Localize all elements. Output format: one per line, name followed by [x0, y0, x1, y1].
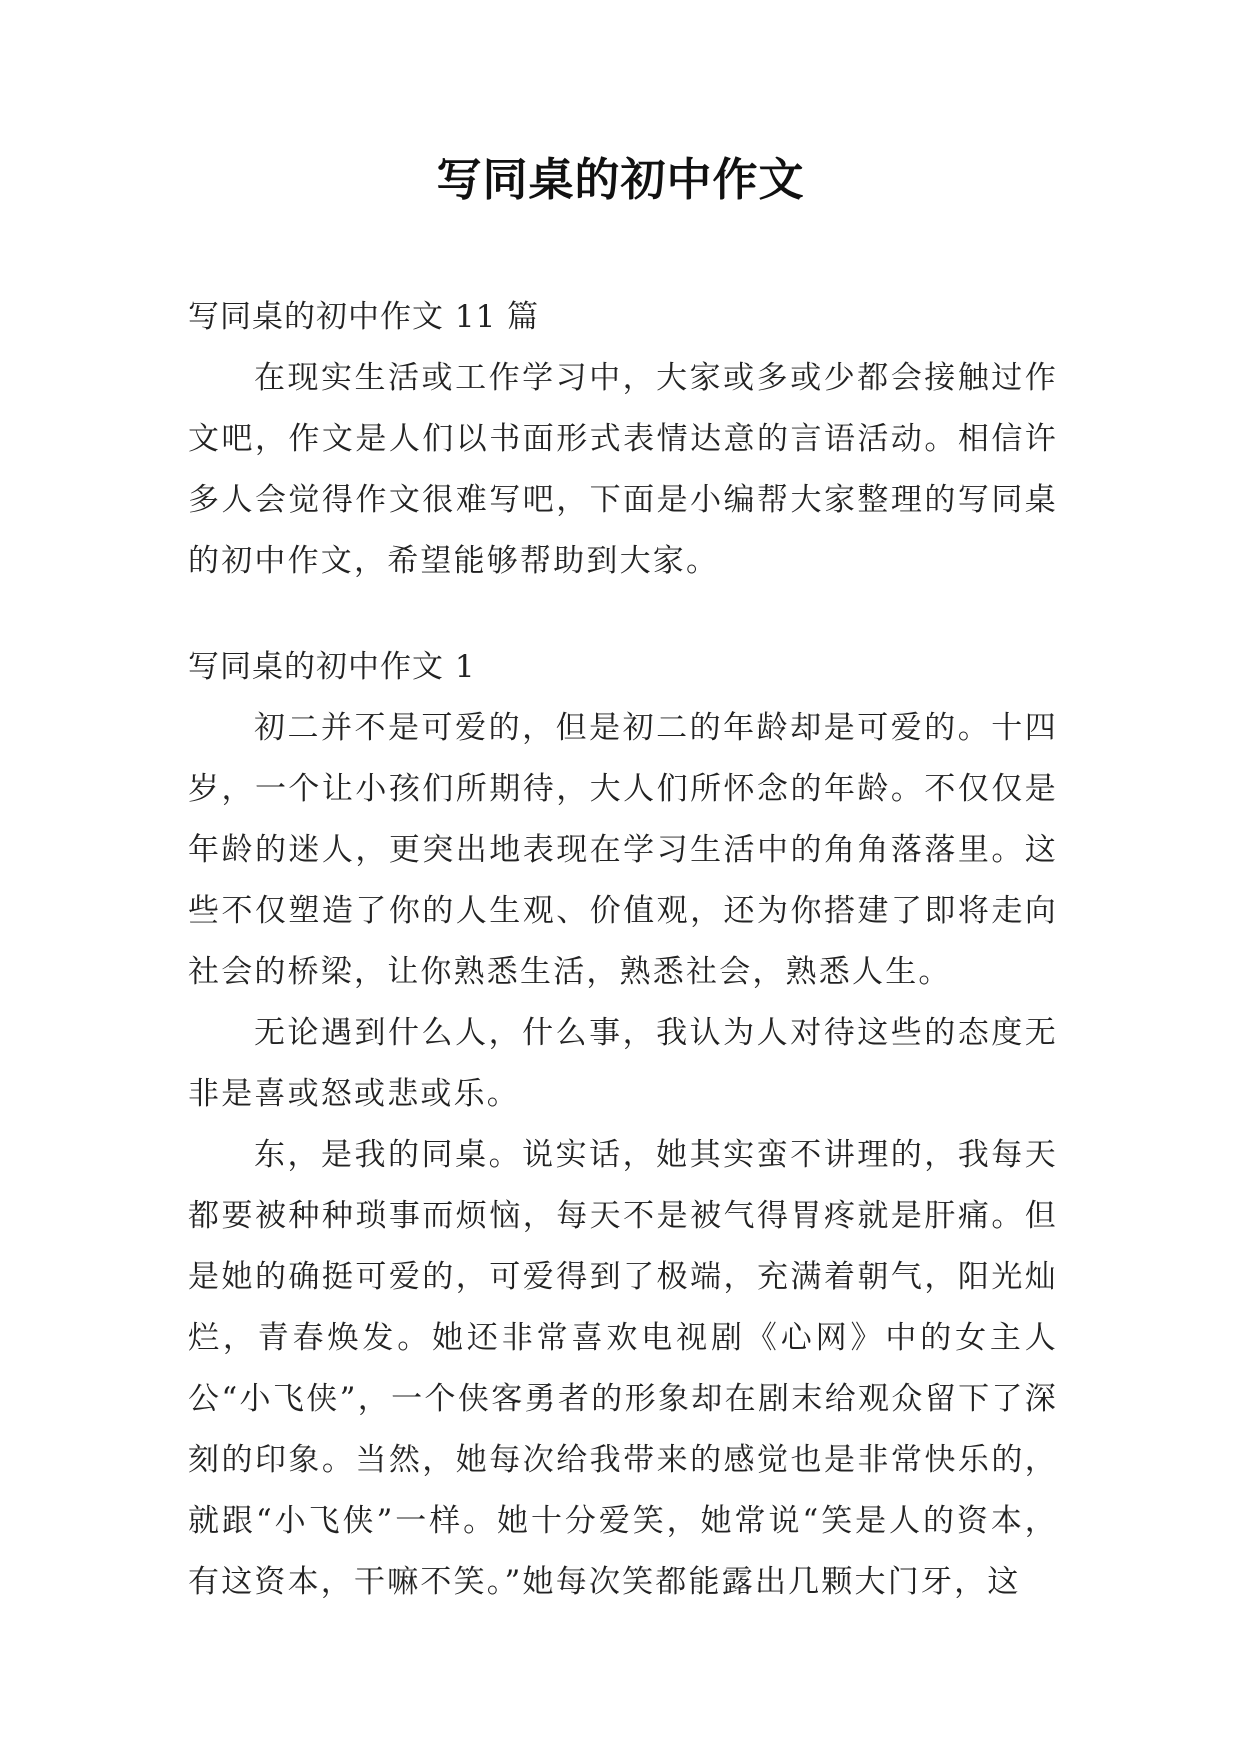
document-body	[188, 287, 1058, 1613]
section-gap	[188, 592, 1058, 637]
essay-1-paragraph-3: 东，是我的同桌。说实话，她其实蛮不讲理的，我每天都要被种种琐事而烦恼，每天不是被气得胃疼就是肝痛。但是她的确挺可爱的，可爱得到了极端，充满着朝气，阳光灿烂，青春焕发。她还非常喜欢电视剧《心网》中的女主人公“小飞侠”，一个侠客勇者的形象却在剧末给观众留下了深刻的印象。当然，她每次给我带来的感觉也是非常快乐的，就跟“小飞侠”一样。她十分爱笑，她常说“笑是人的资本，有这资本，干嘛不笑。”她每次笑都能露出几颗大门牙，这	[188, 1137, 1058, 1600]
intro-paragraph: 在现实生活或工作学习中，大家或多或少都会接触过作文吧，作文是人们以书面形式表情达意的言语活动。相信许多人会觉得作文很难写吧，下面是小编帮大家整理的写同桌的初中作文，希望能够帮助到大家。	[188, 360, 1058, 579]
document-title: 写同桌的初中作文	[436, 153, 805, 206]
essay-1-paragraph-2: 无论遇到什么人，什么事，我认为人对待这些的态度无非是喜或怒或悲或乐。	[188, 1015, 1058, 1112]
intro-heading: 写同桌的初中作文 11 篇	[188, 299, 540, 335]
essay-1-paragraph-1: 初二并不是可爱的，但是初二的年龄却是可爱的。十四岁，一个让小孩们所期待，大人们所怀念的年龄。不仅仅是年龄的迷人，更突出地表现在学习生活中的角角落落里。这些不仅塑造了你的人生观、价值观，还为你搭建了即将走向社会的桥梁，让你熟悉生活，熟悉社会，熟悉人生。	[188, 710, 1058, 990]
essay-1-heading: 写同桌的初中作文 1	[188, 649, 476, 685]
